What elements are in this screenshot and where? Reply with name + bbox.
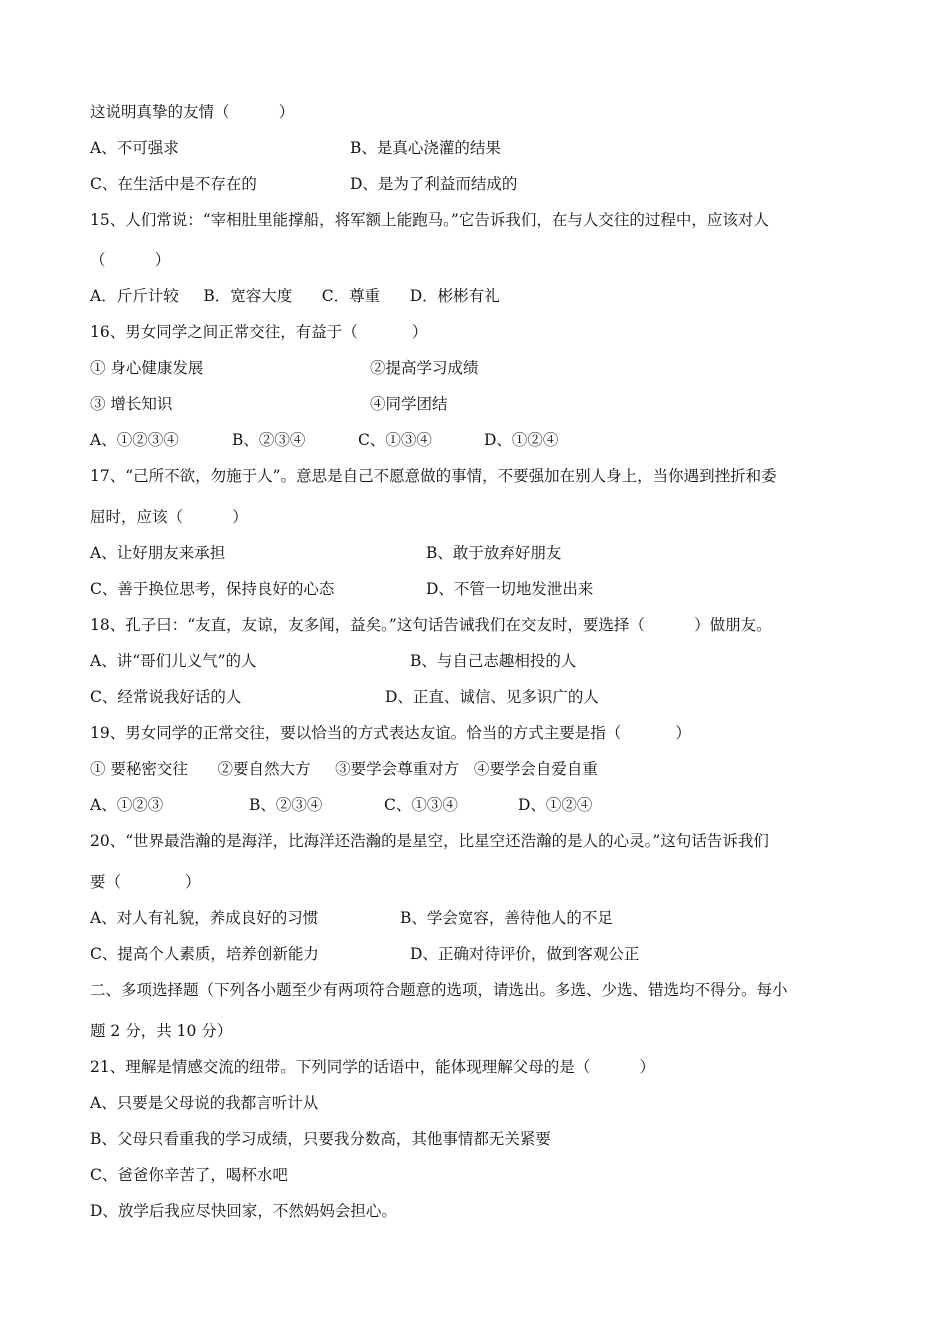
q18-stem: 18、孔子曰：“友直，友谅，友多闻，益矣。”这句话告诫我们在交友时，要选择（ ）做朋友。 xyxy=(90,616,772,634)
q17-stem-line2: 屈时，应该（ ） xyxy=(90,508,248,526)
q16-stem: 16、男女同学之间正常交往，有益于（ ） xyxy=(90,323,428,341)
section2-heading-line2: 题 2 分，共 10 分） xyxy=(90,1022,233,1040)
q18-option-a: A、讲“哥们儿义气”的人 xyxy=(90,652,257,670)
q21-option-d: D、放学后我应尽快回家，不然妈妈会担心。 xyxy=(90,1202,397,1220)
q14-option-a: A、不可强求 xyxy=(90,139,179,157)
q16-item-3: ③ 增长知识 xyxy=(90,395,173,413)
q17-stem-line1: 17、“己所不欲，勿施于人”。意思是自己不愿意做的事情，不要强加在别人身上，当你遇到挫折和委 xyxy=(90,467,777,485)
q19-option-a: A、①②③ xyxy=(90,796,164,814)
q16-item-4: ④同学团结 xyxy=(370,395,448,413)
q21-stem: 21、理解是情感交流的纽带。下列同学的话语中，能体现理解父母的是（ ） xyxy=(90,1058,655,1076)
section2-heading-line1: 二、多项选择题（下列各小题至少有两项符合题意的选项，请选出。多选、少选、错选均不得分。每小 xyxy=(90,981,788,999)
q18-option-d: D、正直、诚信、见多识广的人 xyxy=(385,688,599,706)
q19-option-c: C、①③④ xyxy=(384,796,458,814)
q16-option-a: A、①②③④ xyxy=(90,431,179,449)
q20-option-c: C、提高个人素质，培养创新能力 xyxy=(90,945,319,963)
q14-stem-tail: 这说明真挚的友情（ ） xyxy=(90,103,295,121)
q14-option-c: C、在生活中是不存在的 xyxy=(90,175,257,193)
q21-option-a: A、只要是父母说的我都言听计从 xyxy=(90,1094,319,1112)
q17-option-c: C、善于换位思考，保持良好的心态 xyxy=(90,580,335,598)
q19-items: ① 要秘密交往 ②要自然大方 ③要学会尊重对方 ④要学会自爱自重 xyxy=(90,760,598,778)
q17-option-b: B、敢于放弃好朋友 xyxy=(426,544,562,562)
q14-option-d: D、是为了利益而结成的 xyxy=(350,175,518,193)
q15-options: A．斤斤计较 B．宽容大度 C．尊重 D．彬彬有礼 xyxy=(90,287,500,305)
q19-stem: 19、男女同学的正常交往，要以恰当的方式表达友谊。恰当的方式主要是指（ ） xyxy=(90,724,691,742)
q20-stem-line2: 要（ ） xyxy=(90,873,201,891)
q20-stem-line1: 20、“世界最浩瀚的是海洋，比海洋还浩瀚的是星空，比星空还浩瀚的是人的心灵。”这句话告诉我们 xyxy=(90,832,769,850)
q16-option-c: C、①③④ xyxy=(358,431,432,449)
q20-option-a: A、对人有礼貌，养成良好的习惯 xyxy=(90,909,319,927)
q16-item-2: ②提高学习成绩 xyxy=(370,359,479,377)
q16-option-b: B、②③④ xyxy=(232,431,306,449)
q16-item-1: ① 身心健康发展 xyxy=(90,359,204,377)
q18-option-c: C、经常说我好话的人 xyxy=(90,688,242,706)
q17-option-a: A、让好朋友来承担 xyxy=(90,544,226,562)
q20-option-b: B、学会宽容，善待他人的不足 xyxy=(400,909,613,927)
q18-option-b: B、与自己志趣相投的人 xyxy=(410,652,577,670)
q21-option-b: B、父母只看重我的学习成绩，只要我分数高，其他事情都无关紧要 xyxy=(90,1130,551,1148)
q20-option-d: D、正确对待评价，做到客观公正 xyxy=(410,945,640,963)
q19-option-d: D、①②④ xyxy=(518,796,593,814)
q17-option-d: D、不管一切地发泄出来 xyxy=(426,580,594,598)
q14-option-b: B、是真心浇灌的结果 xyxy=(350,139,501,157)
q21-option-c: C、爸爸你辛苦了，喝杯水吧 xyxy=(90,1166,288,1184)
q15-stem-line2: （ ） xyxy=(90,251,171,269)
q19-option-b: B、②③④ xyxy=(249,796,323,814)
q16-option-d: D、①②④ xyxy=(484,431,559,449)
q15-stem-line1: 15、人们常说：“宰相肚里能撑船，将军额上能跑马。”它告诉我们，在与人交往的过程中，应该对人 xyxy=(90,211,769,229)
